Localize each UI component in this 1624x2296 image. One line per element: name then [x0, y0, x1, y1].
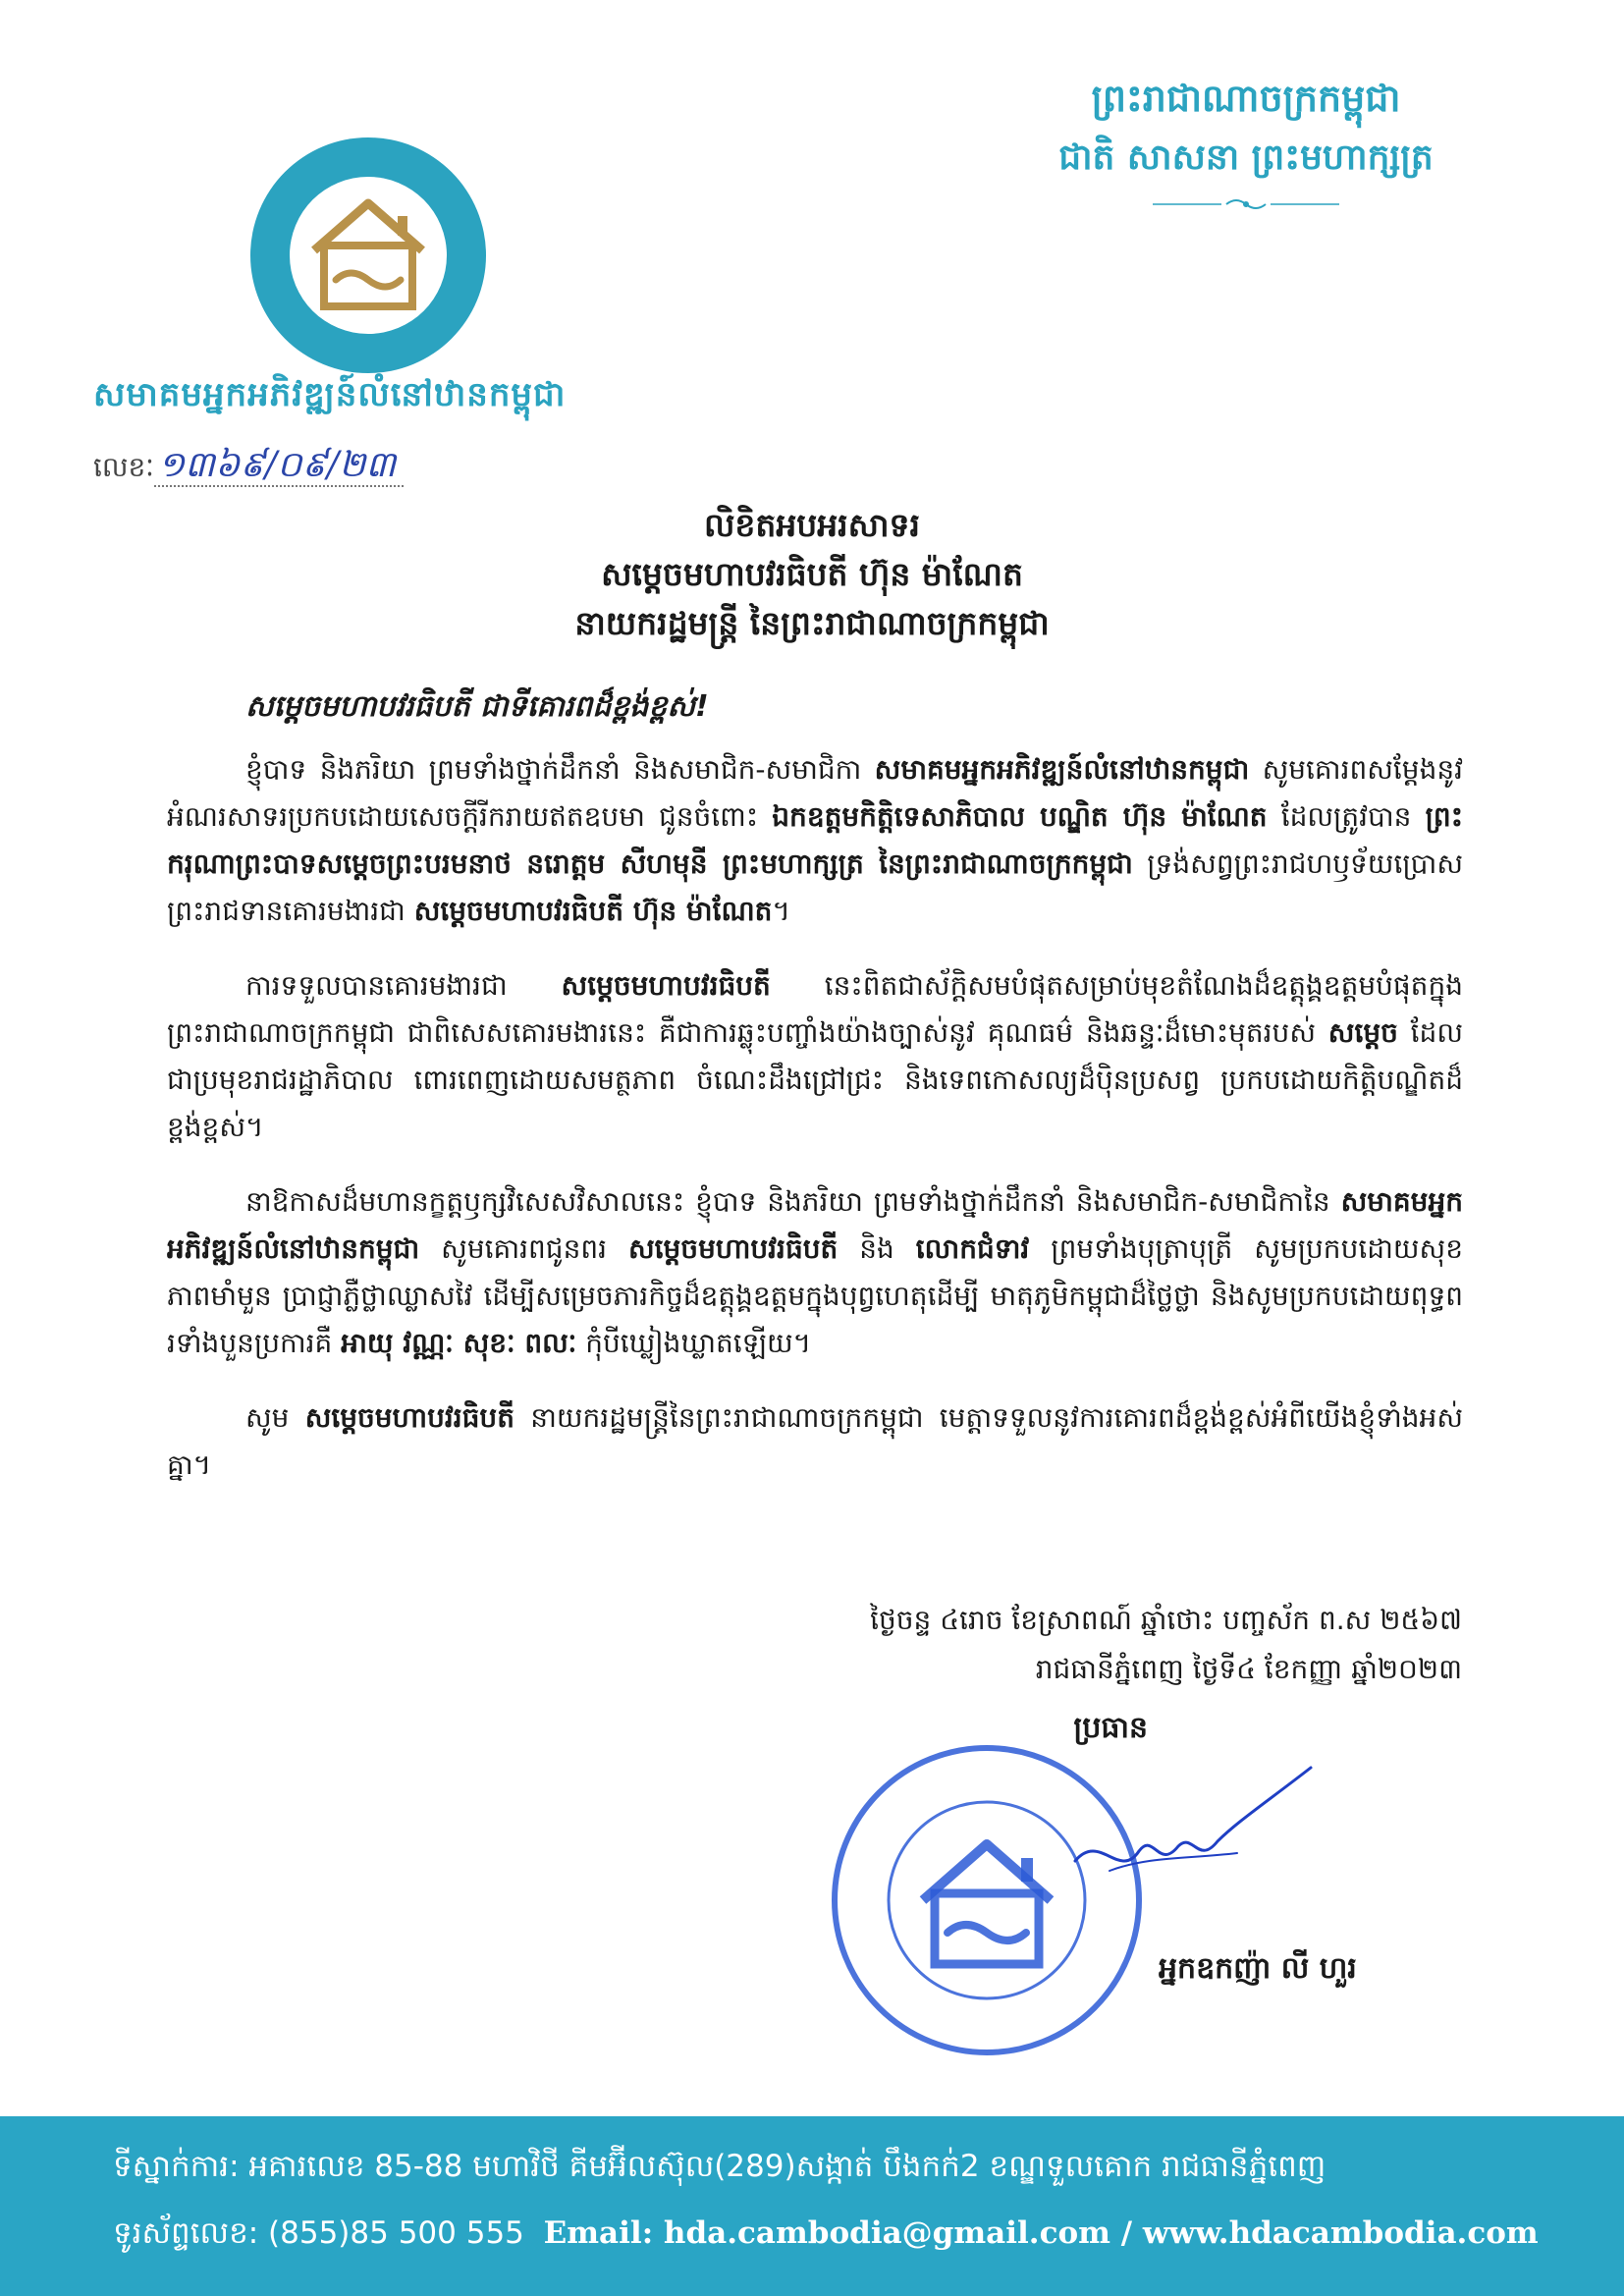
- date-block: [870, 1596, 1462, 1694]
- text-run: ដែលជាប្រមុខរាជរដ្ឋាភិបាល ពោរពេញដោយសមត្ថភាព ចំណេះដឹងជ្រៅជ្រះ និងទេពកោសល្យដ៏ប៉ិនប្រសព្វ ប្រកបដោយកិត្តិបណ្ឌិតដ៏ខ្ពង់ខ្ពស់។: [167, 1016, 1463, 1143]
- footer-band: [0, 2116, 1624, 2296]
- bold-run: អាយុ វណ្ណៈ សុខៈ ពលៈ: [341, 1327, 577, 1359]
- text-run: ដែលត្រូវបាន: [1267, 800, 1426, 833]
- text-run: នាយករដ្ឋមន្ត្រីនៃព្រះរាជាណាចក្រកម្ពុជា មេត្តាទទួលនូវការគោរពដ៏ខ្ពង់ខ្ពស់អំពីយើងខ្ញុំទាំងអស់គ្នា។: [167, 1401, 1463, 1481]
- letter-titles: [0, 501, 1624, 648]
- bold-run: សមាគមអ្នកអភិវឌ្ឍន៍លំនៅឋានកម្ពុជា: [874, 753, 1250, 786]
- recipient-position: នាយករដ្ឋមន្ត្រី នៃព្រះរាជាណាចក្រកម្ពុជា: [574, 604, 1050, 642]
- reference-label: លេខៈ: [93, 451, 154, 483]
- ornament-divider: [1153, 194, 1339, 214]
- text-run: ខ្ញុំបាទ និងភរិយា ព្រមទាំងថ្នាក់ដឹកនាំ និងសមាជិក-សមាជិកា: [245, 753, 875, 786]
- bold-run: សម្តេចមហាបវរធិបតី ហ៊ុន ម៉ាណែត: [413, 895, 773, 927]
- footer-address: ទីស្នាក់ការ: អគារលេខ 85-88 មហាវិថី គីមអ៊ីលស៊ុល(289)សង្កាត់ បឹងកក់2 ខណ្ឌទួលគោក រាជធានីភ្នំពេញ: [113, 2149, 1326, 2184]
- text-run: សូមគោរពសម្តែងនូវអំណរសាទរប្រកបដោយសេចក្តីរីករាយឥតឧបមា ជូនចំពោះ: [167, 753, 1464, 833]
- text-run: ទ្រង់សព្វព្រះរាជហឫទ័យប្រោសព្រះរាជទានគោរមងារជា: [167, 847, 1463, 927]
- handwritten-signature: [1070, 1763, 1316, 1900]
- text-run: នាឱកាសដ៏មហានក្ខត្តឫក្សវិសេសវិសាលនេះ ខ្ញុំបាទ និងភរិយា ព្រមទាំងថ្នាក់ដឹកនាំ និងសមាជិក-សមាជិកានៃ: [245, 1185, 1341, 1218]
- text-run: ។: [772, 895, 790, 927]
- kingdom-heading: [1040, 69, 1452, 218]
- kingdom-title: ព្រះរាជាណាចក្រកម្ពុជា: [1091, 76, 1401, 120]
- text-run: ព្រមទាំងបុត្រាបុត្រី សូមប្រកបដោយសុខភាពមាំមួន ប្រាជ្ញាភ្លឺថ្លាឈ្លាសវៃ ដើម្បីសម្រេចភារកិច្ចដ៏ឧត្តុង្គឧត្តមក្នុងបុព្វហេតុដើម្បី មាតុភូមិកម្ពុជាដ៏ថ្លៃថ្លា និងសូមប្រកបដោយពុទ្ធពរទាំងបួនប្រការគឺ: [167, 1232, 1463, 1359]
- recipient-title: សម្តេចមហាបវរធិបតី ហ៊ុន ម៉ាណែត: [601, 555, 1023, 593]
- letter-title: លិខិតអបអរសាទរ: [704, 506, 920, 544]
- letter-body: [167, 746, 1463, 1516]
- text-run: នេះពិតជាស័ក្តិសមបំផុតសម្រាប់មុខតំណែងដ៏ឧត្តុង្គឧត្តមបំផុតក្នុងព្រះរាជាណាចក្រកម្ពុជា ជាពិសេសគោរមងារនេះ គឺជាការឆ្លុះបញ្ចាំងយ៉ាងច្បាស់នូវ គុណធម៌ និងឆន្ទៈដ៏មោះមុតរបស់: [167, 969, 1463, 1049]
- reference-value: ១៣៦៩/០៩/២៣: [154, 445, 404, 487]
- signatory-name: អ្នកឧកញ៉ា លី ហួរ: [1159, 1951, 1357, 1986]
- bold-run: សមាគមអ្នកអភិវឌ្ឍន៍លំនៅឋានកម្ពុជា: [167, 1185, 1463, 1265]
- bold-run: សម្តេចមហាបវរធិបតី: [561, 969, 771, 1002]
- text-run: កុំបីឃ្លៀងឃ្លាតឡើយ។: [576, 1327, 812, 1359]
- footer-contact: [113, 2214, 1539, 2259]
- salutation: សម្តេចមហាបវរធិបតី ជាទីគោរពដ៏ខ្ពង់ខ្ពស់!: [245, 689, 709, 724]
- text-run: ការទទួលបានគោរមងារជា: [245, 969, 562, 1002]
- text-run: សូមគោរពជូនពរ: [419, 1232, 628, 1265]
- reference-number: [93, 442, 404, 494]
- bold-run: ឯកឧត្តមកិត្តិទេសាភិបាល បណ្ឌិត ហ៊ុន ម៉ាណែត: [772, 800, 1268, 833]
- solar-date: រាជធានីភ្នំពេញ ថ្ងៃទី៤ ខែកញ្ញា ឆ្នាំ២០២៣: [1035, 1653, 1462, 1685]
- footer-email-web[interactable]: Email: hda.cambodia@gmail.com / www.hdacambodia.com: [543, 2215, 1539, 2251]
- paragraph-4: [167, 1394, 1463, 1489]
- signatory-role: ប្រធាន: [1073, 1711, 1148, 1745]
- text-run: សូម: [245, 1401, 305, 1434]
- kingdom-motto: ជាតិ សាសនា ព្រះមហាក្សត្រ: [1058, 137, 1434, 178]
- bold-run: លោកជំទាវ: [915, 1232, 1030, 1265]
- text-run: និង: [838, 1232, 916, 1265]
- paragraph-3: [167, 1178, 1463, 1367]
- organization-name: សមាគមអ្នកអភិវឌ្ឍន៍លំនៅឋានកម្ពុជា: [93, 375, 567, 414]
- bold-run: សម្តេចមហាបវរធិបតី: [304, 1401, 514, 1434]
- bold-run: ព្រះករុណាព្រះបាទសម្តេចព្រះបរមនាថ នរោត្តម សីហមុនី ព្រះមហាក្សត្រ នៃព្រះរាជាណាចក្រកម្ពុជា: [167, 800, 1464, 880]
- bold-run: សម្តេចមហាបវរធិបតី: [627, 1232, 839, 1265]
- lunar-date: ថ្ងៃចន្ទ ៤រោច ខែស្រាពណ៍ ឆ្នាំថោះ បញ្ចស័ក ព.ស ២៥៦៧: [870, 1604, 1462, 1636]
- paragraph-2: [167, 962, 1463, 1151]
- bold-run: សម្តេច: [1327, 1016, 1398, 1049]
- paragraph-1: [167, 746, 1463, 935]
- footer-phone: ទូរស័ព្ទលេខ: (855)85 500 555: [113, 2215, 524, 2251]
- association-logo: [245, 133, 491, 378]
